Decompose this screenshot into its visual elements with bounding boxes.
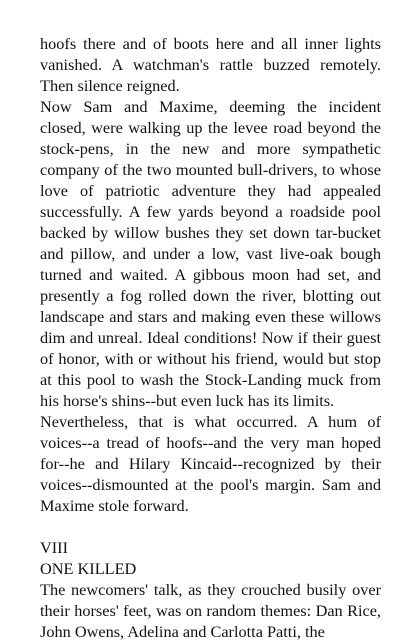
section-gap [40,516,381,537]
body-text [40,33,381,642]
paragraph-1: hoofs there and of boots here and all inner lights vanished. A watchman's rattle buzzed remotely. Then silence reigned. [40,34,381,95]
paragraph-2: Now Sam and Maxime, deeming the incident closed, were walking up the levee road beyond the stock-pens, in the new and more sympathetic company of the two mounted bull-drivers, to whose love of patriotic adventure they had appealed successfully. A few yards beyond a roadside pool backed by willow bushes they set down tar-bucket and pillow, and under a low, vast live-oak bough turned and waited. A gibbous moon had set, and presently a fog rolled down the river, blotting out landscape and stars and making even these willows dim and unreal. Ideal conditions! Now if their guest of honor, with or without his friend, would but stop at this pool to wash the Stock-Landing muck from his horse's shins--but even luck has its limits. [40,97,381,410]
paragraph-3: Nevertheless, that is what occurred. A hum of voices--a tread of hoofs--and the very man hoped for--he and Hilary Kincaid--recognized by their voices--dismounted at the pool's margin. Sam and Maxime stole forward. [40,412,381,515]
chapter-title: ONE KILLED [40,559,137,578]
chapter-paragraph-1: The newcomers' talk, as they crouched busily over their horses' feet, was on random themes: Dan Rice, John Owens, Adelina and Carlotta Patti, the [40,580,381,641]
chapter-number: VIII [40,538,69,557]
